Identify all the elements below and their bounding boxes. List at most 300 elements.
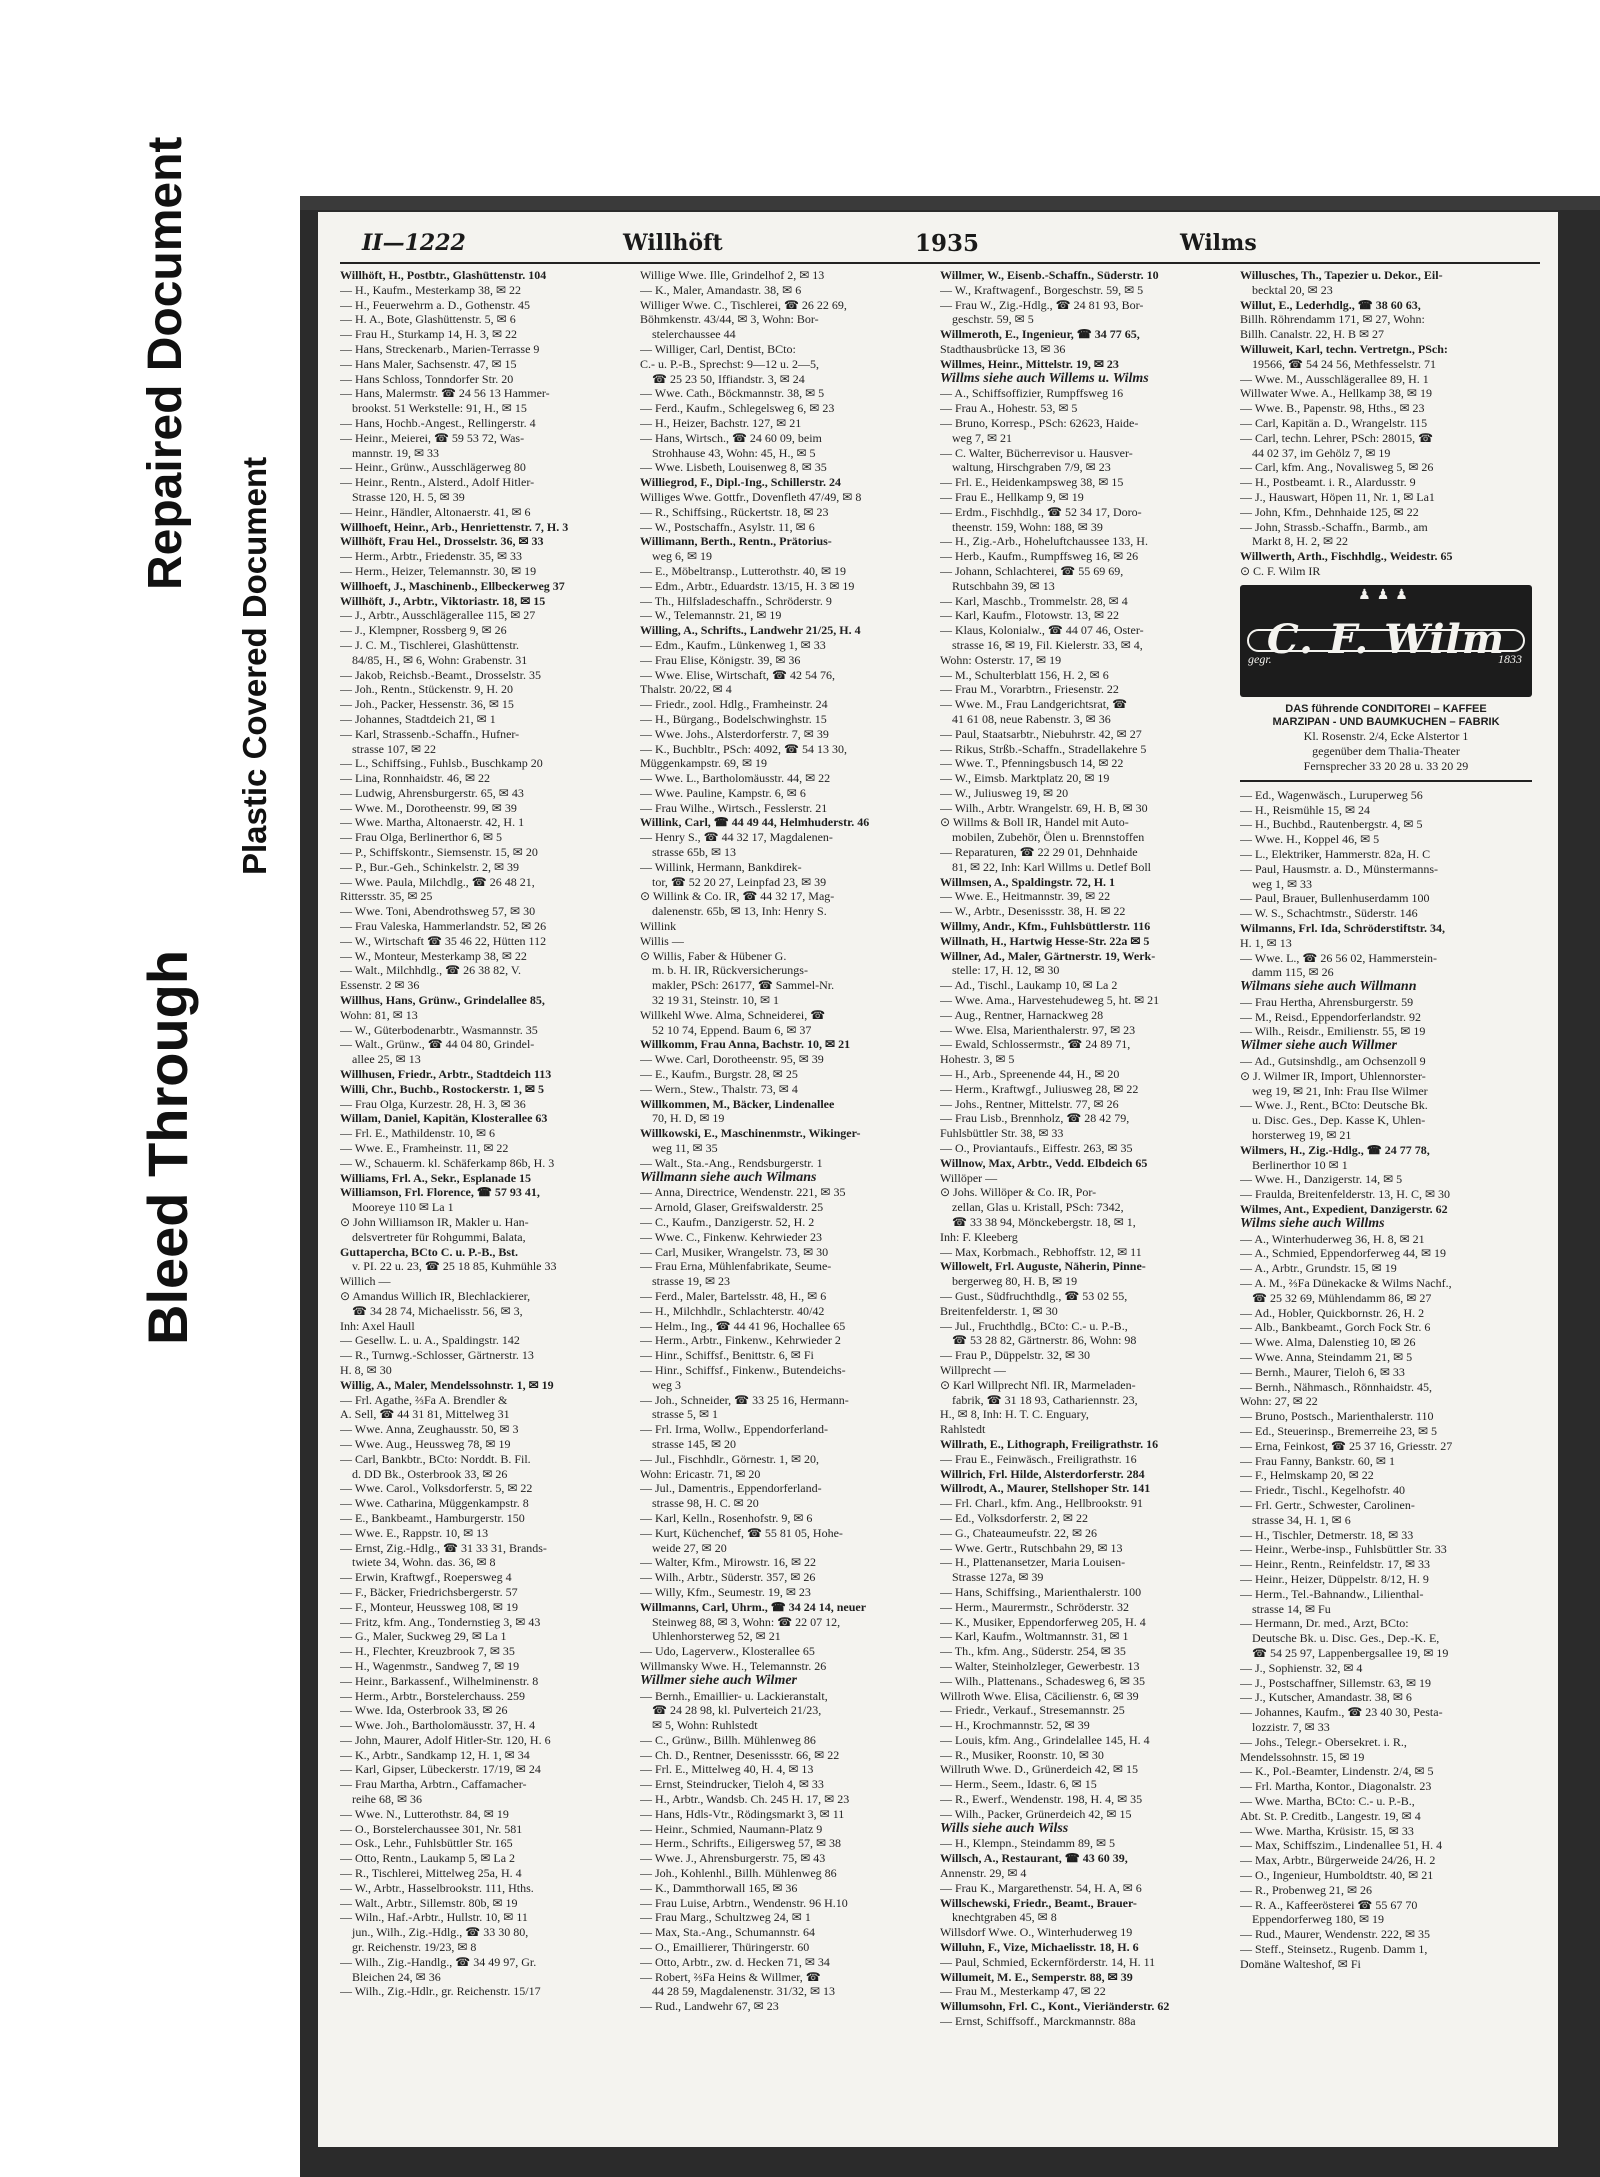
directory-entry: — Frl. E., Mathildenstr. 10, ✉ 6 bbox=[340, 1126, 496, 1141]
directory-entry: — Willy, Kfm., Seumestr. 19, ✉ 23 bbox=[640, 1584, 811, 1599]
directory-entry: — Rud., Landwehr 67, ✉ 23 bbox=[640, 1999, 779, 2014]
directory-entry: — K., Dammthorwall 165, ✉ 36 bbox=[640, 1880, 798, 1895]
directory-entry: weg 1, ✉ 33 bbox=[1252, 876, 1313, 891]
column-2 bbox=[640, 268, 932, 2118]
directory-entry: ⊙ J. Wilmer IR, Import, Uhlennorster- bbox=[1240, 1068, 1426, 1083]
directory-entry: strasse 98, H. C. ✉ 20 bbox=[652, 1496, 759, 1511]
directory-entry: Willkehl Wwe. Alma, Schneiderei, ☎ bbox=[640, 1007, 826, 1022]
directory-entry: — Herm., Schrifts., Eiligersweg 57, ✉ 38 bbox=[640, 1836, 842, 1851]
directory-entry: ☎ 25 32 69, Mühlendamm 86, ✉ 27 bbox=[1252, 1290, 1432, 1305]
directory-entry: — Heinr., Werbe-insp., Fuhlsbüttler Str. 33 bbox=[1240, 1542, 1447, 1557]
directory-entry: — Herm., Seem., Idastr. 6, ✉ 15 bbox=[940, 1777, 1097, 1792]
directory-entry: — Wilh., Reisdr., Emilienstr. 55, ✉ 19 bbox=[1240, 1024, 1426, 1039]
directory-entry: — Paul, Hausmstr. a. D., Münstermanns- bbox=[1240, 861, 1438, 876]
directory-entry: — E., Möbeltransp., Lutterothstr. 40, ✉ 19 bbox=[640, 563, 847, 578]
directory-entry: strasse 5, ✉ 1 bbox=[652, 1407, 719, 1422]
directory-entry: — Wwe. H., Danzigerstr. 14, ✉ 5 bbox=[1240, 1172, 1403, 1187]
directory-entry: weg 6, ✉ 19 bbox=[652, 549, 713, 564]
directory-entry: — Wwe. Anna, Zeughausstr. 50, ✉ 3 bbox=[340, 1422, 519, 1437]
directory-entry: Willhusen, Friedr., Arbtr., Stadtdeich 113 bbox=[340, 1067, 552, 1082]
directory-entry: Berlinerthor 10 ✉ 1 bbox=[1252, 1157, 1348, 1172]
directory-entry: — Frau Erna, Mühlenfabrikate, Seume- bbox=[640, 1259, 832, 1274]
directory-entry: Guttapercha, BCto C. u. P.-B., Bst. bbox=[340, 1244, 519, 1259]
directory-entry: — R., Musiker, Roonstr. 10, ✉ 30 bbox=[940, 1747, 1104, 1762]
directory-entry: — Wwe. Ama., Harvestehudeweg 5, ht. ✉ 21 bbox=[940, 993, 1160, 1008]
directory-entry: Willroth Wwe. Elisa, Cäcilienstr. 6, ✉ 39 bbox=[940, 1688, 1139, 1703]
directory-entry: becktal 20, ✉ 23 bbox=[1252, 282, 1333, 297]
ad-founded-year: 1833 bbox=[1498, 651, 1522, 666]
directory-entry: strasse 65b, ✉ 13 bbox=[652, 845, 737, 860]
directory-entry: — M., Reisd., Eppendorferlandstr. 92 bbox=[1240, 1009, 1421, 1024]
directory-entry: — Wilh., Arbtr., Süderstr. 357, ✉ 26 bbox=[640, 1570, 816, 1585]
directory-entry: Abt. St. P. Creditb., Langestr. 19, ✉ 4 bbox=[1240, 1808, 1421, 1823]
directory-entry: — G., Maler, Suckweg 29, ✉ La 1 bbox=[340, 1629, 507, 1644]
directory-entry: — Jul., Fruchthdlg., BCto: C.- u. P.-B., bbox=[940, 1318, 1128, 1333]
directory-entry: Willuhn, F., Vize, Michaelisstr. 18, H. 6 bbox=[940, 1940, 1139, 1955]
directory-entry: strasse 19, ✉ 23 bbox=[652, 1274, 731, 1289]
directory-entry: — F., Monteur, Heussweg 108, ✉ 19 bbox=[340, 1599, 518, 1614]
directory-entry: Wohn: 81, ✉ 13 bbox=[340, 1007, 418, 1022]
directory-entry: Domäne Walteshof, ✉ Fi bbox=[1240, 1956, 1361, 1971]
directory-entry: — Wwe. Paula, Milchdlg., ☎ 26 48 21, bbox=[340, 874, 535, 889]
directory-entry: — Edm., Kaufm., Lünkenweg 1, ✉ 33 bbox=[640, 637, 826, 652]
directory-entry: — Ed., Volksdorferstr. 2, ✉ 22 bbox=[940, 1510, 1088, 1525]
directory-entry: — Max, Arbtr., Bürgerweide 24/26, H. 2 bbox=[1240, 1853, 1436, 1868]
directory-entry: — G., Chateaumeufstr. 22, ✉ 26 bbox=[940, 1525, 1098, 1540]
directory-entry: Willhoeft, Heinr., Arb., Henriettenstr. 7, H. 3 bbox=[340, 519, 569, 534]
directory-entry: v. PI. 22 u. 23, ☎ 25 18 85, Kuhmühle 33 bbox=[352, 1259, 557, 1274]
directory-entry: Willowelt, Frl. Auguste, Näherin, Pinne- bbox=[940, 1259, 1146, 1274]
directory-entry: — W., Monteur, Mesterkamp 38, ✉ 22 bbox=[340, 948, 527, 963]
directory-entry: — K., Musiker, Eppendorferweg 205, H. 4 bbox=[940, 1614, 1146, 1629]
directory-entry: — L., Schiffsing., Fuhlsb., Buschkamp 20 bbox=[340, 756, 543, 771]
directory-entry: — W., Güterbodenarbtr., Wasmannstr. 35 bbox=[340, 1022, 538, 1037]
directory-entry: — Frau Valeska, Hammerlandstr. 52, ✉ 26 bbox=[340, 919, 547, 934]
directory-entry: — Louis, kfm. Ang., Grindelallee 145, H. 4 bbox=[940, 1732, 1150, 1747]
directory-entry: — Ed., Wagenwäsch., Luruperweg 56 bbox=[1240, 787, 1423, 802]
directory-entry: — Wwe. Lisbeth, Louisenweg 8, ✉ 35 bbox=[640, 460, 827, 475]
directory-entry: — J., Kutscher, Amandastr. 38, ✉ 6 bbox=[1240, 1690, 1412, 1705]
directory-entry: Mendelssohnstr. 15, ✉ 19 bbox=[1240, 1749, 1365, 1764]
directory-entry: — H., Arb., Spreenende 44, H., ✉ 20 bbox=[940, 1067, 1120, 1082]
directory-entry: Willsch, A., Restaurant, ☎ 43 60 39, bbox=[940, 1851, 1128, 1866]
directory-entry: — Wwe. J., Rent., BCto: Deutsche Bk. bbox=[1240, 1098, 1428, 1113]
directory-entry: — Gesellw. L. u. A., Spaldingstr. 142 bbox=[340, 1333, 520, 1348]
directory-entry: — R., Ewerf., Wendenstr. 198, H. 4, ✉ 35 bbox=[940, 1792, 1143, 1807]
directory-entry: — Walt., Sta.-Ang., Rendsburgerstr. 1 bbox=[640, 1155, 823, 1170]
directory-entry: reihe 68, ✉ 36 bbox=[352, 1792, 423, 1807]
directory-entry: — Wwe. E., Rappstr. 10, ✉ 13 bbox=[340, 1525, 489, 1540]
directory-entry: — H., Feuerwehrm a. D., Gothenstr. 45 bbox=[340, 297, 530, 312]
directory-entry: — Otto, Rentn., Laukamp 5, ✉ La 2 bbox=[340, 1851, 516, 1866]
directory-entry: — Alb., Bankbeamt., Gorch Fock Str. 6 bbox=[1240, 1320, 1431, 1335]
directory-entry: — Johannes, Stadtdeich 21, ✉ 1 bbox=[340, 711, 496, 726]
directory-entry: Wills siehe auch Wilss bbox=[940, 1821, 1069, 1836]
directory-entry: — Bruno, Korresp., PSch: 62623, Haide- bbox=[940, 415, 1139, 430]
directory-entry: — Max, Korbmach., Rebhoffstr. 12, ✉ 11 bbox=[940, 1244, 1142, 1259]
directory-entry: — Heinr., Meierei, ☎ 59 53 72, Was- bbox=[340, 430, 525, 445]
directory-entry: — A., Arbtr., Grundstr. 15, ✉ 19 bbox=[1240, 1261, 1397, 1276]
ad-illustration: ♟♟♟ bbox=[1358, 587, 1414, 603]
directory-entry: 52 10 74, Eppend. Baum 6, ✉ 37 bbox=[652, 1022, 812, 1037]
directory-entry: weg 11, ✉ 35 bbox=[652, 1141, 718, 1156]
directory-entry: Rittersstr. 35, ✉ 25 bbox=[340, 889, 433, 904]
directory-entry: ⊙ C. F. Wilm IR bbox=[1240, 563, 1321, 578]
directory-entry: — Frl. Martha, Kontor., Diagonalstr. 23 bbox=[1240, 1779, 1432, 1794]
directory-entry: — W., Juliusweg 19, ✉ 20 bbox=[940, 785, 1069, 800]
directory-entry: Böhmkenstr. 43/44, ✉ 3, Wohn: Bor- bbox=[640, 312, 819, 327]
directory-entry: Willmsen, A., Spaldingstr. 72, H. 1 bbox=[940, 874, 1116, 889]
directory-entry: — Wilh., Plattenans., Schadesweg 6, ✉ 35 bbox=[940, 1673, 1145, 1688]
directory-entry: — Friedr., Verkauf., Stresemannstr. 25 bbox=[940, 1703, 1125, 1718]
directory-entry: — Frau Fanny, Bankstr. 60, ✉ 1 bbox=[1240, 1453, 1395, 1468]
directory-entry: Willumeit, M. E., Semperstr. 88, ✉ 39 bbox=[940, 1969, 1133, 1984]
directory-entry: — Frau E., Hellkamp 9, ✉ 19 bbox=[940, 489, 1084, 504]
directory-entry: Wohn: Osterstr. 17, ✉ 19 bbox=[940, 652, 1062, 667]
directory-entry: — Erdm., Fischhdlg., ☎ 52 34 17, Doro- bbox=[940, 504, 1142, 519]
directory-entry: — Wwe. Alma, Dalenstieg 10, ✉ 26 bbox=[1240, 1335, 1416, 1350]
directory-entry: Willms siehe auch Willems u. Wilms bbox=[940, 371, 1149, 386]
directory-entry: — Wwe. Elise, Wirtschaft, ☎ 42 54 76, bbox=[640, 667, 835, 682]
directory-entry: — Ferd., Kaufm., Schlegelsweg 6, ✉ 23 bbox=[640, 401, 835, 416]
directory-entry: — K., Pol.-Beamter, Lindenstr. 2/4, ✉ 5 bbox=[1240, 1764, 1434, 1779]
directory-entry: — Frau A., Hohestr. 53, ✉ 5 bbox=[940, 401, 1078, 416]
directory-entry: — Karl, Kaufm., Flotowstr. 13, ✉ 22 bbox=[940, 608, 1120, 623]
directory-entry: — W. S., Schachtmstr., Süderstr. 146 bbox=[1240, 906, 1418, 921]
directory-entry: — John, Strassb.-Schaffn., Barmb., am bbox=[1240, 519, 1428, 534]
directory-entry: — Erna, Feinkost, ☎ 25 37 16, Griesstr. 27 bbox=[1240, 1438, 1453, 1453]
directory-entry: — Heinr., Barkassenf., Wilhelminenstr. 8 bbox=[340, 1673, 539, 1688]
ad-tagline-1: DAS führende CONDITOREI – KAFFEE bbox=[1285, 702, 1487, 715]
directory-entry: Wilmer siehe auch Willmer bbox=[1240, 1039, 1397, 1054]
directory-entry: — Wwe. J., Ahrensburgerstr. 75, ✉ 43 bbox=[640, 1851, 826, 1866]
directory-entry: brookst. 51 Werkstelle: 91, H., ✉ 15 bbox=[352, 401, 527, 416]
directory-entry: Willruth Wwe. D., Grünerdeich 42, ✉ 15 bbox=[940, 1762, 1138, 1777]
directory-entry: Willhus, Hans, Grünw., Grindelallee 85, bbox=[340, 993, 545, 1008]
directory-entry: ☎ 25 23 50, Iffiandstr. 3, ✉ 24 bbox=[652, 371, 805, 386]
directory-entry: C.- u. P.-B., Sprechst: 9—12 u. 2—5, bbox=[640, 356, 820, 371]
directory-entry: — W., Eimsb. Marktplatz 20, ✉ 19 bbox=[940, 771, 1110, 786]
directory-entry: — Wwe. M., Ausschlägerallee 89, H. 1 bbox=[1240, 371, 1429, 386]
directory-entry: 70, H. D, ✉ 19 bbox=[652, 1111, 725, 1126]
ad-phone: Fernsprecher 33 20 28 u. 33 20 29 bbox=[1303, 758, 1469, 773]
directory-entry: — Wilh., Zig.-Hdlr., gr. Reichenstr. 15/17 bbox=[340, 1984, 541, 1999]
directory-entry: — Hans, Hdls-Vtr., Rödingsmarkt 3, ✉ 11 bbox=[640, 1806, 845, 1821]
directory-entry: — Wwe. L., Bartholomäusstr. 44, ✉ 22 bbox=[640, 771, 831, 786]
directory-entry: Willusches, Th., Tapezier u. Dekor., Eil- bbox=[1240, 268, 1443, 282]
directory-entry: — Wwe. H., Koppel 46, ✉ 5 bbox=[1240, 832, 1380, 847]
directory-entry: Willmansky Wwe. H., Telemannstr. 26 bbox=[640, 1658, 827, 1673]
directory-entry: — H., Buchbd., Rautenbergstr. 4, ✉ 5 bbox=[1240, 817, 1423, 832]
directory-entry: — H., Tischler, Detmerstr. 18, ✉ 33 bbox=[1240, 1527, 1414, 1542]
directory-entry: Willuweit, Karl, techn. Vertretgn., PSch: bbox=[1240, 341, 1448, 356]
directory-entry: Willschewski, Friedr., Beamt., Brauer- bbox=[940, 1895, 1137, 1910]
directory-entry: — Carl, kfm. Ang., Novalisweg 5, ✉ 26 bbox=[1240, 460, 1434, 475]
directory-entry: — Udo, Lagerverw., Klosterallee 65 bbox=[640, 1644, 815, 1659]
directory-entry: — Frau Hertha, Ahrensburgerstr. 59 bbox=[1240, 994, 1414, 1009]
directory-entry: Willnath, H., Hartwig Hesse-Str. 22a ✉ 5 bbox=[940, 933, 1150, 948]
directory-entry: Eppendorferweg 180, ✉ 19 bbox=[1252, 1912, 1385, 1927]
directory-entry: — Wwe. T., Pfenningsbusch 14, ✉ 22 bbox=[940, 756, 1124, 771]
directory-entry: — Th., kfm. Ang., Süderstr. 254, ✉ 35 bbox=[940, 1644, 1126, 1659]
directory-entry: Wohn: Ericastr. 71, ✉ 20 bbox=[640, 1466, 761, 1481]
directory-entry: — Wern., Stew., Thalstr. 73, ✉ 4 bbox=[640, 1081, 798, 1096]
directory-entry: 44 02 37, im Gehölz 7, ✉ 19 bbox=[1252, 445, 1391, 460]
directory-entry: — Erwin, Kraftwgf., Roepersweg 4 bbox=[340, 1570, 512, 1585]
directory-entry: — Osk., Lehr., Fuhlsbüttler Str. 165 bbox=[340, 1836, 513, 1851]
directory-entry: ⊙ Amandus Willich IR, Blechlackierer, bbox=[340, 1288, 531, 1303]
directory-entry: — Willink, Hermann, Bankdirek- bbox=[640, 859, 802, 874]
directory-entry: weide 27, ✉ 20 bbox=[652, 1540, 727, 1555]
directory-entry: — Frau P., Düppelstr. 32, ✉ 30 bbox=[940, 1348, 1091, 1363]
directory-entry: Willi, Chr., Buchb., Rostockerstr. 1, ✉ 5 bbox=[340, 1081, 544, 1096]
directory-entry: — Wwe. Gertr., Rutschbahn 29, ✉ 13 bbox=[940, 1540, 1123, 1555]
directory-entry: — H., Heizer, Bachstr. 127, ✉ 21 bbox=[640, 415, 802, 430]
directory-entry: Willöper — bbox=[940, 1170, 998, 1185]
directory-page bbox=[318, 212, 1558, 2147]
directory-entry: — Joh., Schneider, ☎ 33 25 16, Hermann- bbox=[640, 1392, 849, 1407]
directory-entry: Willhöft, Frau Hel., Drosselstr. 36, ✉ 33 bbox=[340, 534, 544, 549]
directory-entry: — Wwe. N., Lutterothstr. 84, ✉ 19 bbox=[340, 1806, 509, 1821]
directory-entry: Wilmans siehe auch Willmann bbox=[1240, 980, 1417, 995]
directory-entry: ⊙ Willis, Faber & Hübener G. bbox=[640, 948, 787, 963]
directory-entry: — Klaus, Kolonialw., ☎ 44 07 46, Oster- bbox=[940, 623, 1144, 638]
directory-entry: Wilms siehe auch Willms bbox=[1240, 1216, 1385, 1231]
directory-entry: — Otto, Arbtr., zw. d. Hecken 71, ✉ 34 bbox=[640, 1954, 830, 1969]
directory-entry: — Ad., Hobler, Quickbornstr. 26, H. 2 bbox=[1240, 1305, 1425, 1320]
directory-entry: — Frau Luise, Arbtrn., Wendenstr. 96 H.10 bbox=[640, 1895, 848, 1910]
directory-entry: — Gust., Südfruchthdlg., ☎ 53 02 55, bbox=[940, 1288, 1128, 1303]
directory-entry: waltung, Hirschgraben 7/9, ✉ 23 bbox=[952, 460, 1111, 475]
directory-entry: — Max, Schiffszim., Lindenallee 51, H. 4 bbox=[1240, 1838, 1443, 1853]
directory-entry: — E., Kaufm., Burgstr. 28, ✉ 25 bbox=[640, 1067, 798, 1082]
directory-entry: — Hans, Schiffsing., Marienthalerstr. 100 bbox=[940, 1584, 1142, 1599]
header-first-entry: Willhöft bbox=[623, 230, 723, 256]
directory-entry: — Friedr., zool. Hdlg., Framheinstr. 24 bbox=[640, 697, 828, 712]
directory-entry: — R., Probenweg 21, ✉ 26 bbox=[1240, 1882, 1373, 1897]
directory-entry: — Frl. Gertr., Schwester, Carolinen- bbox=[1240, 1497, 1415, 1512]
directory-entry: — Williger, Carl, Dentist, BCto: bbox=[640, 341, 796, 356]
directory-entry: knechtgraben 45, ✉ 8 bbox=[952, 1910, 1057, 1925]
header-year: 1935 bbox=[915, 230, 980, 257]
directory-entry: Willumsohn, Frl. C., Kont., Vieriänderstr. 62 bbox=[940, 1999, 1170, 2014]
directory-entry: — Wwe. Aug., Heussweg 78, ✉ 19 bbox=[340, 1436, 511, 1451]
directory-entry: ☎ 53 28 82, Gärtnerstr. 86, Wohn: 98 bbox=[952, 1333, 1137, 1348]
directory-entry: ⊙ John Williamson IR, Makler u. Han- bbox=[340, 1215, 529, 1229]
directory-entry: Willner, Ad., Maler, Gärtnerstr. 19, Werk- bbox=[940, 948, 1156, 963]
directory-entry: geschstr. 59, ✉ 5 bbox=[952, 312, 1034, 327]
directory-entry: — Wilh., Zig.-Handlg., ☎ 34 49 97, Gr. bbox=[340, 1954, 537, 1969]
directory-entry: Rutschbahn 39, ✉ 13 bbox=[952, 578, 1055, 593]
directory-entry: — Wwe. Martha, BCto: C.- u. P.-B., bbox=[1240, 1793, 1415, 1808]
directory-entry: — Hinr., Schiffsf., Benittstr. 6, ✉ Fi bbox=[640, 1348, 814, 1363]
directory-entry: ☎ 54 25 97, Lappenbergsallee 19, ✉ 19 bbox=[1252, 1645, 1449, 1660]
directory-entry: — Herm., Kraftwgf., Juliusweg 28, ✉ 22 bbox=[940, 1081, 1139, 1096]
directory-entry: Wilmanns, Frl. Ida, Schröderstiftstr. 34, bbox=[1240, 920, 1446, 935]
directory-entry: — C. Walter, Bücherrevisor u. Hausver- bbox=[940, 445, 1133, 460]
directory-entry: — Hinr., Schiffsf., Finkenw., Butendeichs- bbox=[640, 1362, 846, 1377]
directory-entry: — Carl, Kapitän a. D., Wrangelstr. 115 bbox=[1240, 415, 1428, 430]
directory-entry: — R., Schiffsing., Rückertstr. 18, ✉ 23 bbox=[640, 504, 829, 519]
directory-entry: Willmy, Andr., Kfm., Fuhlsbüttlerstr. 116 bbox=[940, 919, 1151, 934]
directory-entry: Willam, Daniel, Kapitän, Klosterallee 63 bbox=[340, 1111, 548, 1126]
directory-entry: — Heinr., Rentn., Alsterd., Adolf Hitler- bbox=[340, 475, 535, 490]
directory-entry: — Wwe. Johs., Alsterdorferstr. 7, ✉ 39 bbox=[640, 726, 829, 741]
directory-entry: — J., Postschaffner, Sillemstr. 63, ✉ 19 bbox=[1240, 1675, 1432, 1690]
directory-entry: Williamson, Frl. Florence, ☎ 57 93 41, bbox=[340, 1185, 540, 1200]
directory-entry: Hohestr. 3, ✉ 5 bbox=[940, 1052, 1015, 1067]
directory-entry: — Wwe. M., Frau Landgerichtsrat, ☎ bbox=[940, 697, 1128, 712]
directory-entry: — F., Bäcker, Friedrichsbergerstr. 57 bbox=[340, 1584, 518, 1599]
directory-entry: — Frl. Charl., kfm. Ang., Hellbrookstr. 91 bbox=[940, 1496, 1143, 1511]
directory-entry: — Carl, Bankbtr., BCto: Norddt. B. Fil. bbox=[340, 1451, 531, 1466]
directory-entry: Willige Wwe. Ille, Grindelhof 2, ✉ 13 bbox=[640, 268, 825, 282]
directory-entry: Wilmers, H., Zig.-Hdlg., ☎ 24 77 78, bbox=[1240, 1142, 1430, 1157]
directory-entry: — Frau Olga, Kurzestr. 28, H. 3, ✉ 36 bbox=[340, 1096, 526, 1111]
directory-entry: bergerweg 80, H. B, ✉ 19 bbox=[952, 1274, 1078, 1289]
directory-entry: — Herm., Tel.-Bahnandw., Lilienthal- bbox=[1240, 1586, 1424, 1601]
directory-entry: theenstr. 159, Wohn: 188, ✉ 39 bbox=[952, 519, 1103, 534]
directory-entry: Willut, E., Lederhdlg., ☎ 38 60 63, bbox=[1240, 297, 1421, 312]
directory-entry: — O., Ingenieur, Humboldtstr. 40, ✉ 21 bbox=[1240, 1867, 1434, 1882]
directory-entry: Wohn: 27, ✉ 22 bbox=[1240, 1394, 1318, 1409]
directory-entry: — Wwe. Toni, Abendrothsweg 57, ✉ 30 bbox=[340, 904, 536, 919]
directory-entry: — Walt., Arbtr., Sillemstr. 80b, ✉ 19 bbox=[340, 1895, 518, 1910]
directory-entry: — R., Turnwg.-Schlosser, Gärtnerstr. 13 bbox=[340, 1348, 534, 1363]
directory-entry: Billh. Röhrendamm 171, ✉ 27, Wohn: bbox=[1240, 312, 1425, 327]
page-header bbox=[340, 226, 1540, 260]
directory-entry: — Wwe. Catharina, Müggenkampstr. 8 bbox=[340, 1496, 529, 1511]
directory-entry: Willmer, W., Eisenb.-Schaffn., Süderstr. 10 bbox=[940, 268, 1159, 282]
directory-columns bbox=[340, 268, 1540, 2118]
directory-entry: — R. A., Kaffeerösterei ☎ 55 67 70 bbox=[1240, 1897, 1418, 1912]
directory-entry: — W., Telemannstr. 21, ✉ 19 bbox=[640, 608, 782, 623]
header-last-entry: Wilms bbox=[1180, 230, 1257, 256]
directory-entry: — Carl, Musiker, Wrangelstr. 73, ✉ 30 bbox=[640, 1244, 829, 1259]
directory-entry: — Paul, Schmied, Eckernförderstr. 14, H. 11 bbox=[940, 1954, 1156, 1969]
directory-entry: 19566, ☎ 54 24 56, Methfesselstr. 71 bbox=[1252, 356, 1436, 371]
directory-entry: — J., Arbtr., Ausschlägerallee 115, ✉ 27 bbox=[340, 608, 536, 623]
directory-entry: — Kurt, Küchenchef, ☎ 55 81 05, Hohe- bbox=[640, 1525, 843, 1540]
directory-entry: — Johs., Rentner, Mittelstr. 77, ✉ 26 bbox=[940, 1096, 1119, 1111]
directory-entry: Willrath, E., Lithograph, Freiligrathstr. 16 bbox=[940, 1436, 1159, 1451]
directory-entry: jun., Wilh., Zig.-Hdlg., ☎ 33 30 80, bbox=[352, 1925, 529, 1940]
directory-entry: — H., Zig.-Arb., Hoheluftchaussee 133, H. bbox=[940, 534, 1148, 549]
directory-entry: — W., Arbtr., Hasselbrookstr. 111, Hths. bbox=[340, 1880, 534, 1895]
directory-entry: — Heinr., Schmied, Naumann-Platz 9 bbox=[640, 1821, 823, 1836]
directory-entry: — Frau Wilhe., Wirtsch., Fesslerstr. 21 bbox=[640, 800, 828, 815]
directory-entry: — Robert, ⅔Fa Heins & Willmer, ☎ bbox=[640, 1969, 821, 1984]
directory-entry: ☎ 33 38 94, Mönckebergstr. 18, ✉ 1, bbox=[952, 1215, 1136, 1229]
directory-entry: — Frau Lisb., Brennholz, ☎ 28 42 79, bbox=[940, 1111, 1130, 1126]
directory-entry: — Heinr., Rentn., Reinfeldstr. 17, ✉ 33 bbox=[1240, 1557, 1431, 1572]
directory-entry: — H., Flechter, Kreuzbrook 7, ✉ 35 bbox=[340, 1644, 515, 1659]
directory-entry: Steinweg 88, ✉ 3, Wohn: ☎ 22 07 12, bbox=[652, 1614, 841, 1629]
directory-entry: — Paul, Staatsarbtr., Niebuhrstr. 42, ✉ 27 bbox=[940, 726, 1142, 741]
directory-entry: Willhoeft, J., Maschinenb., Ellbeckerweg 37 bbox=[340, 578, 565, 593]
directory-entry: — Herm., Arbtr., Friedenstr. 35, ✉ 33 bbox=[340, 549, 523, 564]
directory-entry: — F., Helmskamp 20, ✉ 22 bbox=[1240, 1468, 1374, 1483]
directory-entry: ⊙ Willink & Co. IR, ☎ 44 32 17, Mag- bbox=[640, 889, 835, 904]
directory-entry: — O., Borstelerchaussee 301, Nr. 581 bbox=[340, 1821, 523, 1836]
directory-entry: — C., Kaufm., Danzigerstr. 52, H. 2 bbox=[640, 1215, 815, 1229]
directory-entry: Willhöft, J., Arbtr., Viktoriastr. 18, ✉ 15 bbox=[340, 593, 546, 608]
directory-entry: — Ernst, Steindrucker, Tieloh 4, ✉ 33 bbox=[640, 1777, 824, 1792]
directory-entry: Willis — bbox=[640, 933, 684, 948]
ad-location: gegenüber dem Thalia-Theater bbox=[1312, 743, 1460, 758]
directory-entry: Markt 8, H. 2, ✉ 22 bbox=[1252, 534, 1349, 549]
directory-entry: — J. C. M., Tischlerei, Glashüttenstr. bbox=[340, 637, 520, 652]
directory-entry: — Steff., Steinsetz., Rugenb. Damm 1, bbox=[1240, 1941, 1428, 1956]
directory-entry: — Hans, Streckenarb., Marien-Terrasse 9 bbox=[340, 341, 540, 356]
directory-entry: — Jul., Fischhdlr., Görnestr. 1, ✉ 20, bbox=[640, 1451, 820, 1466]
directory-entry: — Frl. Irma, Wollw., Eppendorferland- bbox=[640, 1422, 828, 1437]
directory-entry: — Hans Schloss, Tonndorfer Str. 20 bbox=[340, 371, 514, 386]
directory-entry: — O., Proviantaufs., Eiffestr. 263, ✉ 35 bbox=[940, 1141, 1133, 1156]
directory-entry: — Jakob, Reichsb.-Beamt., Drosselstr. 35 bbox=[340, 667, 541, 682]
directory-entry: weg 19, ✉ 21, Inh: Frau Ilse Wilmer bbox=[1252, 1083, 1428, 1098]
directory-entry: stelle: 17, H. 12, ✉ 30 bbox=[952, 963, 1060, 978]
directory-entry: 41 61 08, neue Rabenstr. 3, ✉ 36 bbox=[952, 711, 1111, 726]
directory-entry: — Herm., Arbtr., Borstelerchauss. 259 bbox=[340, 1688, 525, 1703]
directory-entry: — E., Bankbeamt., Hamburgerstr. 150 bbox=[340, 1510, 525, 1525]
directory-entry: Williger Wwe. C., Tischlerei, ☎ 26 22 69, bbox=[640, 297, 847, 312]
directory-entry: — Joh., Kohlenhl., Billh. Mühlenweg 86 bbox=[640, 1866, 837, 1881]
directory-entry: ☎ 34 28 74, Michaelisstr. 56, ✉ 3, bbox=[352, 1303, 523, 1318]
annotation-labels bbox=[0, 0, 300, 2177]
header-rule bbox=[340, 262, 1540, 264]
directory-entry: — Ewald, Schlossermstr., ☎ 24 89 71, bbox=[940, 1037, 1131, 1052]
directory-entry: Williegrod, F., Dipl.-Ing., Schillerstr. 24 bbox=[640, 475, 842, 490]
directory-entry: — Johs., Telegr.- Obersekret. i. R., bbox=[1240, 1734, 1407, 1749]
directory-entry: — Ad., Gutsinshdlg., am Ochsenzoll 9 bbox=[1240, 1054, 1426, 1069]
directory-entry: — Wwe. C., Finkenw. Kehrwieder 23 bbox=[640, 1229, 822, 1244]
directory-entry: — H., Plattenansetzer, Maria Louisen- bbox=[940, 1555, 1126, 1570]
directory-entry: 32 19 31, Steinstr. 10, ✉ 1 bbox=[652, 993, 780, 1008]
directory-entry: — C., Grünw., Billh. Mühlenweg 86 bbox=[640, 1732, 816, 1747]
directory-entry: — Paul, Brauer, Bullenhuserdamm 100 bbox=[1240, 891, 1430, 906]
directory-entry: Müggenkampstr. 69, ✉ 19 bbox=[640, 756, 768, 771]
directory-entry: — John, Kfm., Dehnhaide 125, ✉ 22 bbox=[1240, 504, 1419, 519]
directory-entry: — Wiln., Haf.-Arbtr., Hullstr. 10, ✉ 11 bbox=[340, 1910, 528, 1925]
page-folio: II—1222 bbox=[362, 230, 466, 256]
directory-entry: — Karl, Gipser, Lübeckerstr. 17/19, ✉ 24 bbox=[340, 1762, 541, 1777]
directory-entry: Willhöft, H., Postbtr., Glashüttenstr. 104 bbox=[340, 268, 547, 282]
directory-entry: Willsdorf Wwe. O., Winterhuderweg 19 bbox=[940, 1925, 1133, 1940]
directory-entry: Breitenfelderstr. 1, ✉ 30 bbox=[940, 1303, 1058, 1318]
directory-entry: Willkowski, E., Maschinenmstr., Wikinger- bbox=[640, 1126, 861, 1141]
directory-entry: Deutsche Bk. u. Disc. Ges., Dep.-K. E, bbox=[1252, 1631, 1440, 1646]
directory-entry: — A., Schmied, Eppendorferweg 44, ✉ 19 bbox=[1240, 1246, 1447, 1261]
directory-entry: — K., Buchbltr., PSch: 4092, ☎ 54 13 30, bbox=[640, 741, 847, 756]
directory-entry: — Bernh., Nähmasch., Rönnhaidstr. 45, bbox=[1240, 1379, 1432, 1394]
directory-entry: — Henry S., ☎ 44 32 17, Magdalenen- bbox=[640, 830, 833, 845]
directory-entry: — Lina, Ronnhaidstr. 46, ✉ 22 bbox=[340, 771, 491, 786]
ad-separator bbox=[1240, 780, 1532, 782]
directory-entry: — H., Krochmannstr. 52, ✉ 39 bbox=[940, 1718, 1090, 1733]
directory-entry: Inh: Axel Haull bbox=[340, 1318, 415, 1333]
directory-entry: — Heinr., Grünw., Ausschlägerweg 80 bbox=[340, 460, 526, 475]
directory-entry: Willimann, Berth., Rentn., Prätorius- bbox=[640, 534, 832, 549]
directory-entry: — Rud., Maurer, Wendenstr. 222, ✉ 35 bbox=[1240, 1927, 1431, 1942]
directory-entry: — Wilh., Packer, Grünerdeich 42, ✉ 15 bbox=[940, 1806, 1132, 1821]
directory-entry: — Wwe. Martha, Krüsistr. 15, ✉ 33 bbox=[1240, 1823, 1414, 1838]
directory-entry: — Ch. D., Rentner, Desenissstr. 66, ✉ 22 bbox=[640, 1747, 840, 1762]
directory-entry: — Wwe. Joh., Bartholomäusstr. 37, H. 4 bbox=[340, 1718, 536, 1733]
directory-entry: strasse 14, ✉ Fu bbox=[1252, 1601, 1331, 1616]
directory-entry: — Fritz, kfm. Ang., Tondernstieg 3, ✉ 43 bbox=[340, 1614, 541, 1629]
directory-entry: — J., Hauswart, Höpen 11, Nr. 1, ✉ La1 bbox=[1240, 489, 1435, 504]
